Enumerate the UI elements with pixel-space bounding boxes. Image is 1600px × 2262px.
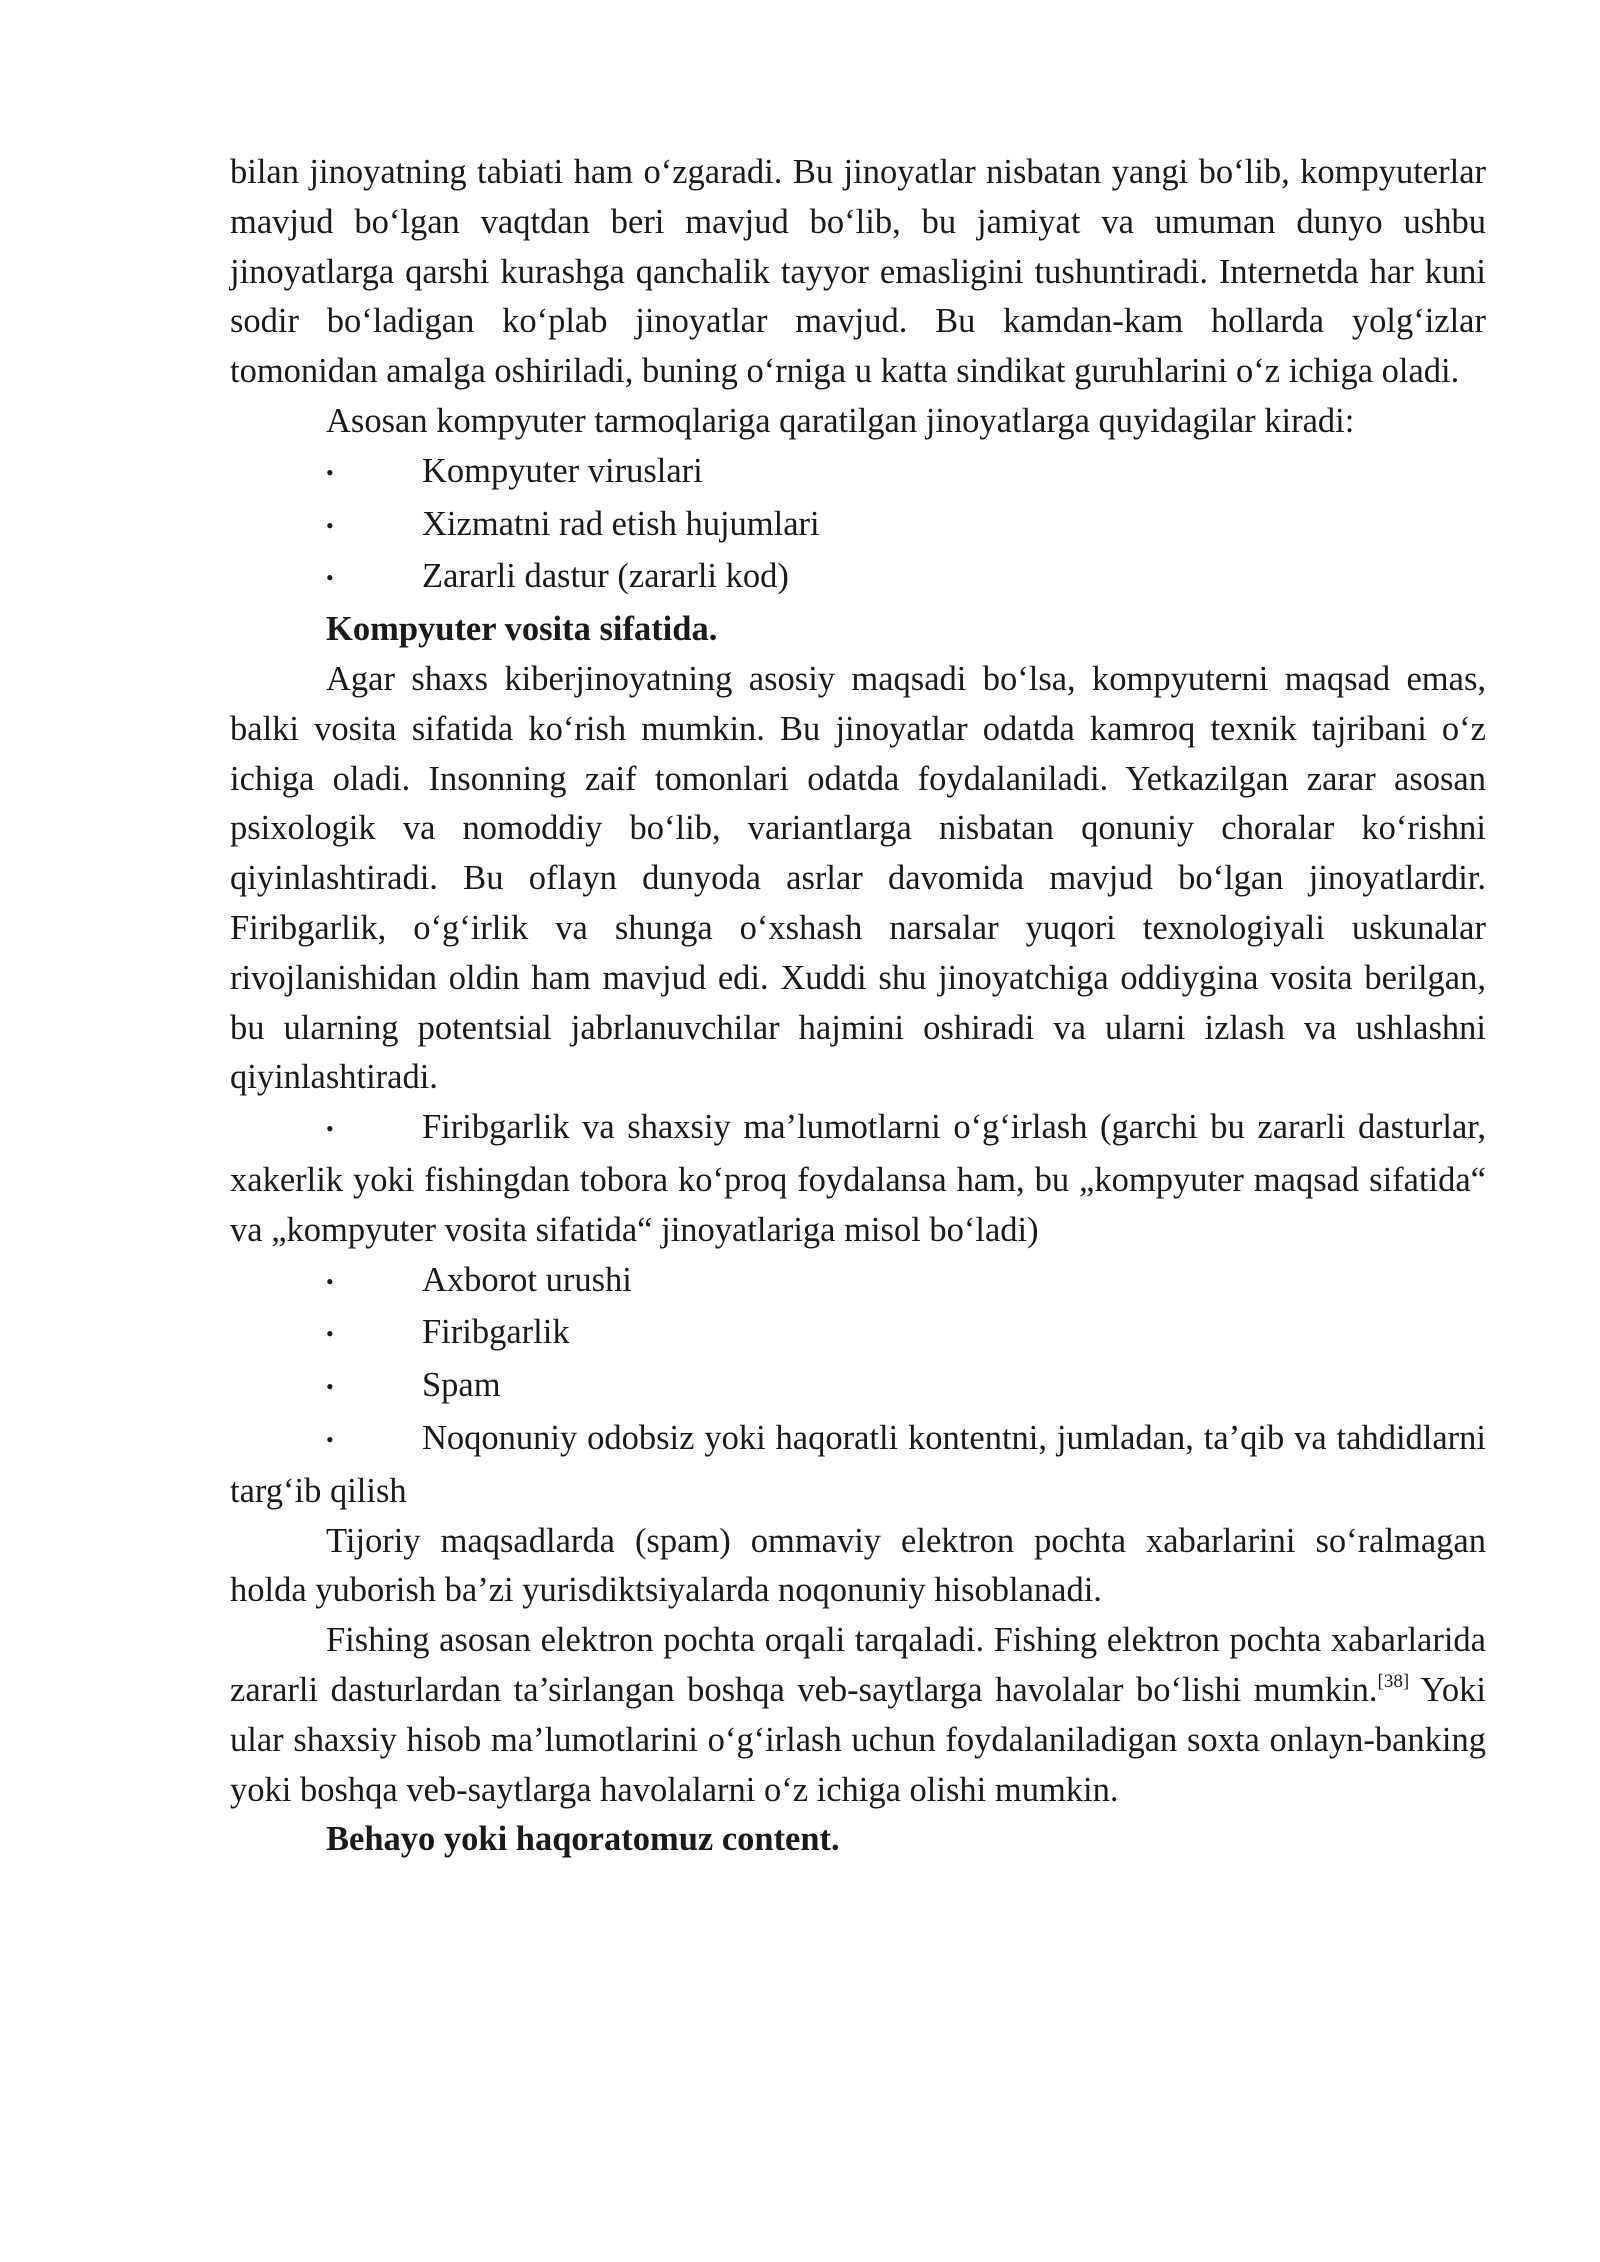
paragraph-fishing-text-b: Yoki ular shaxsiy hisob ma’lumotlarini o‘g‘irlash uchun foydalaniladigan soxta onlayn-banking yoki boshqa veb-saytlarga havolalarni o‘z ichiga olishi mumkin. (230, 1670, 1486, 1809)
list-item-text: Kompyuter viruslari (422, 451, 703, 490)
citation-link[interactable]: [38] (1377, 1670, 1410, 1692)
list-item-text: Axborot urushi (422, 1260, 632, 1299)
section-heading-tool: Kompyuter vosita sifatida. (326, 610, 718, 649)
list-item-long (230, 1103, 1486, 1255)
bullet-icon: • (326, 1374, 334, 1400)
bullet-icon: • (326, 1268, 334, 1294)
paragraph-fishing-text-a: Fishing asosan elektron pochta orqali tarqaladi. Fishing elektron pochta xabarlarida zararli dasturlardan ta’sirlangan boshqa veb-saytlarga havolalar bo‘lishi mumkin. (230, 1621, 1486, 1709)
bullet-icon: • (326, 1426, 334, 1452)
list-item (230, 1308, 1486, 1361)
list-item-long (230, 1414, 1486, 1517)
paragraph-fishing (230, 1616, 1486, 1815)
list-item-text: Spam (422, 1366, 501, 1405)
bullet-icon: • (326, 459, 334, 485)
paragraph-spam: Tijoriy maqsadlarda (spam) ommaviy elektron pochta xabarlarini so‘ralmagan holda yuborish ba’zi yurisdiktsiyalarda noqonuniy hisoblanadi. (230, 1521, 1486, 1610)
list-item-text: Zararli dastur (zararli kod) (422, 557, 789, 596)
paragraph-targets-intro: Asosan kompyuter tarmoqlariga qaratilgan jinoyatlarga quyidagilar kiradi: (326, 401, 1355, 440)
list-item (230, 552, 1486, 605)
document-page (230, 148, 1486, 1865)
paragraph-tool: Agar shaxs kiberjinoyatning asosiy maqsadi bo‘lsa, kompyuterni maqsad emas, balki vosita sifatida ko‘rish mumkin. Bu jinoyatlar odatda kamroq texnik tajribani o‘z ichiga oladi. Insonning zaif tomonlari odatda foydalaniladi. Yetkazilgan zarar asosan psixologik va nomoddiy bo‘lib, variantlarga nisbatan qonuniy choralar ko‘rishni qiyinlashtiradi. Bu oflayn dunyoda asrlar davomida mavjud bo‘lgan jinoyatlardir. Firibgarlik, o‘g‘irlik va shunga o‘xshash narsalar yuqori texnologiyali uskunalar rivojlanishidan oldin ham mavjud edi. Xuddi shu jinoyatchiga oddiygina vosita berilgan, bu ularning potentsial jabrlanuvchilar hajmini oshiradi va ularni izlash va ushlashni qiyinlashtiradi. (230, 659, 1486, 1097)
list-item-text: Noqonuniy odobsiz yoki haqoratli kontentni, jumladan, ta’qib va tahdidlarni targ‘ib qilish (230, 1418, 1486, 1510)
list-item (230, 500, 1486, 553)
section-heading-content: Behayo yoki haqoratomuz content. (326, 1820, 840, 1859)
list-item (230, 447, 1486, 500)
list-item (230, 1256, 1486, 1309)
bullet-icon: • (326, 1116, 334, 1142)
list-item (230, 1361, 1486, 1414)
list-item-text: Xizmatni rad etish hujumlari (422, 504, 820, 543)
bullet-icon: • (326, 565, 334, 591)
bullet-icon: • (326, 1321, 334, 1347)
list-item-text: Firibgarlik va shaxsiy ma’lumotlarni o‘g‘irlash (garchi bu zararli dasturlar, xakerlik yoki fishingdan tobora ko‘proq foydalansa ham, bu „kompyuter maqsad sifatida“ va „kompyuter vosita sifatida“ jinoyatlariga misol bo‘ladi) (230, 1108, 1486, 1249)
list-item-text: Firibgarlik (422, 1313, 570, 1352)
bullet-icon: • (326, 512, 334, 538)
paragraph-intro: bilan jinoyatning tabiati ham o‘zgaradi. Bu jinoyatlar nisbatan yangi bo‘lib, kompyuterlar mavjud bo‘lgan vaqtdan beri mavjud bo‘lib, bu jamiyat va umuman dunyo ushbu jinoyatlarga qarshi kurashga qanchalik tayyor emasligini tushuntiradi. Internetda har kuni sodir bo‘ladigan ko‘plab jinoyatlar mavjud. Bu kamdan-kam hollarda yolg‘izlar tomonidan amalga oshiriladi, buning o‘rniga u katta sindikat guruhlarini o‘z ichiga oladi. (230, 153, 1486, 391)
